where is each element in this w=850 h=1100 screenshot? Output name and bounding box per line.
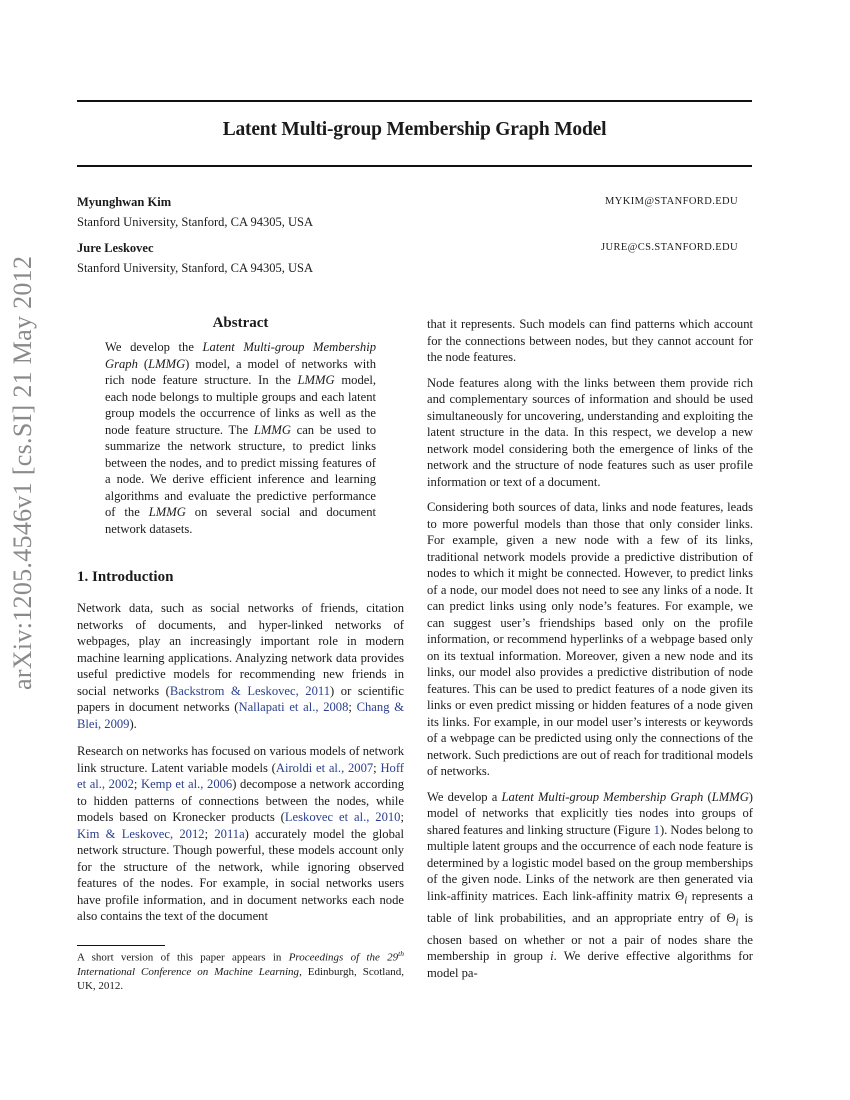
citation-link[interactable]: 2011a: [214, 826, 245, 841]
section-heading-introduction: 1. Introduction: [77, 569, 174, 585]
footnote: A short version of this paper appears in Proceedings of the 29th International Conference on Machine Learning, Edinburgh, Scotland, UK, 2012.: [77, 949, 404, 992]
figure-reference-link[interactable]: 1: [653, 822, 660, 837]
right-column: [427, 316, 753, 990]
intro-paragraph: Network data, such as social networks of friends, citation networks of documents, and hyper-linked networks of webpages, play an increasingly important role in modern machine learning applications. Analyzing network data provides useful predictive models for recommending new friends in social networks (Backstrom & Leskovec, 2011) or scientific papers in document networks (Nallapati et al., 2008; Chang & Blei, 2009).: [77, 601, 404, 731]
paper-title: Latent Multi-group Membership Graph Model: [222, 119, 607, 140]
citation-link[interactable]: Backstrom & Leskovec, 2011: [169, 683, 331, 698]
author-affiliation: Stanford University, Stanford, CA 94305, USA: [77, 261, 313, 275]
intro-paragraph: We develop a Latent Multi-group Membership Graph (LMMG) model of networks that explicitly ties nodes into groups of shared features and linking structure (Figure 1). Nodes belong to multiple latent groups and the occurrence of each node feature is determined by a logistic model based on the group memberships of the given node. Links of the network are then generated via link-affinity matrices. Each link-affinity matrix $\Theta_i$ represents a table of link probabilities, and an appropriate entry of $\Theta_i$ is chosen based on whether or not a pair of nodes share the membership in group i. We derive effective algorithms for model pa-: [427, 789, 753, 980]
citation-link[interactable]: Chang & Blei, 2009: [77, 700, 404, 731]
author-block: [77, 238, 752, 278]
citation-link[interactable]: Nallapati et al., 2008: [238, 700, 349, 714]
author-email: MYKIM@STANFORD.EDU: [605, 196, 738, 207]
citation-link[interactable]: Kim & Leskovec, 2012: [77, 826, 205, 841]
intro-paragraph: that it represents. Such models can find patterns which account for the connections between nodes, but they cannot account for the node features.: [427, 317, 753, 364]
arxiv-stamp: arXiv:1205.4546v1 [cs.SI] 21 May 2012: [8, 255, 37, 690]
abstract-heading: Abstract: [212, 315, 269, 331]
abstract-body: We develop the Latent Multi-group Membership Graph (LMMG) model, a model of networks with rich node feature structure. In the LMMG model, each node belongs to multiple groups and each latent group models the occurrence of links as well as the node feature structure. The LMMG can be used to summarize the network structure, to predict links between the nodes, and to predict missing features of a node. We derive efficient inference and learning algorithms and evaluate the predictive performance of the LMMG on several social and document network datasets.: [105, 340, 376, 536]
citation-link[interactable]: Kemp et al., 2006: [140, 777, 233, 791]
author-name: Myunghwan Kim: [77, 195, 172, 209]
intro-paragraph: Node features along with the links between them provide rich and complementary sources of information and should be used simultaneously for uncovering, understanding and exploiting the latent structure in the data. In this respect, we develop a new network model considering both the emergence of links of the network and the structure of node features such as user profile information or text of a document.: [427, 375, 753, 489]
citation-link[interactable]: Leskovec et al., 2010: [284, 810, 401, 824]
author-email: JURE@CS.STANFORD.EDU: [600, 242, 738, 253]
footnote-rule: [77, 945, 165, 946]
title-rule-bottom: [77, 165, 752, 167]
author-affiliation: Stanford University, Stanford, CA 94305, USA: [77, 215, 313, 229]
citation-link[interactable]: Hoff et al., 2002: [77, 760, 404, 791]
intro-paragraph: Considering both sources of data, links and node features, leads to more powerful models than those that only consider links. For example, given a new node with a few of its links, traditional network models provide a predictive distribution of nodes to which it might be connected. However, to predict links of a node, our model does not need to see any links of a node. It can predict links using only node’s features. For example, we can suggest user’s friendships based only on the profile information, or recommend hyperlinks of a webpage based only on its textual information. Moreover, given a new node and its links, our model also provides a predictive distribution of node features. This can be used to predict features of a node given its links or even predict missing or hidden features of a node given its links. For example, in our model user’s interests or keywords of a webpage can be predicted using only the connections of the network. Such predictions are out of reach for traditional models of networks.: [427, 500, 753, 778]
intro-paragraph: Research on networks has focused on various models of network link structure. Latent variable models (Airoldi et al., 2007; Hoff et al., 2002; Kemp et al., 2006) decompose a network according to hidden patterns of connections between the nodes, while models based on Kronecker products (Leskovec et al., 2010; Kim & Leskovec, 2012; 2011a) accurately model the global network structure. Though powerful, these models account only for the structure of the network, while ignoring observed features of the nodes. For example, in social networks users have profile information, and in document networks each node also contains the text of the document: [77, 744, 405, 923]
author-name: Jure Leskovec: [77, 241, 154, 255]
title-rule-top: [77, 100, 752, 102]
author-block: [77, 192, 752, 232]
citation-link[interactable]: Airoldi et al., 2007: [275, 760, 374, 775]
